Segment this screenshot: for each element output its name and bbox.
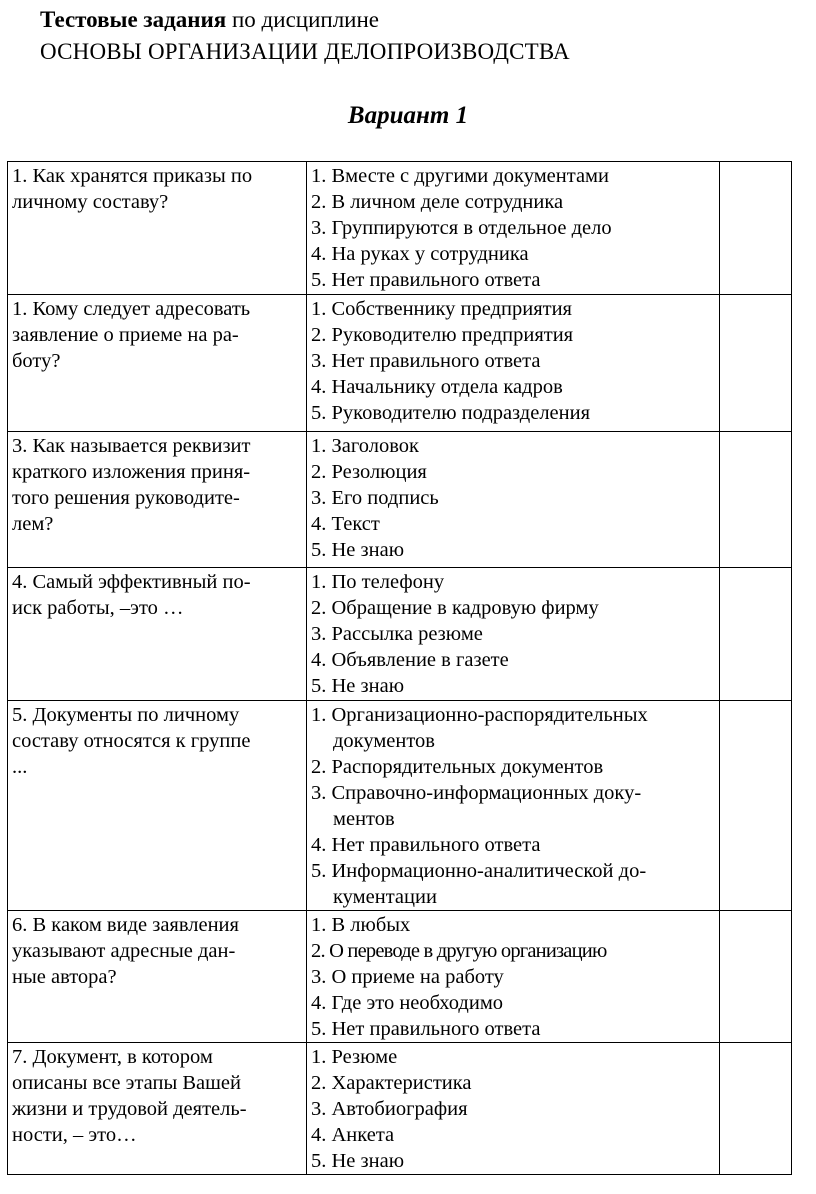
answer-option-continuation: ментов bbox=[333, 808, 395, 830]
table-row bbox=[8, 568, 792, 701]
answer-option: 1. В любых bbox=[311, 914, 411, 936]
question-line: 5. Документы по личному bbox=[12, 704, 240, 726]
question-line: боту? bbox=[12, 350, 61, 372]
question-line: 6. В каком виде заявления bbox=[12, 914, 239, 936]
question-line: описаны все этапы Вашей bbox=[12, 1072, 241, 1094]
answer-option: 5. Не знаю bbox=[311, 539, 405, 561]
test-table bbox=[7, 161, 792, 1175]
answer-option: 2. В личном деле сотрудника bbox=[311, 191, 564, 213]
answer-option: 3. Его подпись bbox=[311, 487, 439, 509]
answer-blank-cell bbox=[720, 432, 792, 568]
answer-option: 1. Собственнику предприятия bbox=[311, 298, 572, 320]
document-header bbox=[40, 6, 570, 66]
answer-options-cell bbox=[307, 1043, 720, 1175]
question-line: составу относятся к группе bbox=[12, 730, 251, 752]
answer-option: 4. Объявление в газете bbox=[311, 649, 509, 671]
answer-option: 2. Распорядительных документов bbox=[311, 756, 604, 778]
question-cell bbox=[8, 162, 307, 295]
title-line bbox=[40, 6, 570, 34]
answer-blank-cell bbox=[720, 701, 792, 911]
answer-options-cell bbox=[307, 568, 720, 701]
answer-option: 3. О приеме на работу bbox=[311, 966, 504, 988]
answer-option: 4. Нет правильного ответа bbox=[311, 834, 541, 856]
answer-option: 1. Организационно-распорядительных bbox=[311, 704, 648, 726]
title-bold: Тестовые задания bbox=[40, 7, 227, 32]
answer-blank-cell bbox=[720, 568, 792, 701]
question-line: 4. Самый эффективный по- bbox=[12, 571, 251, 593]
question-line: краткого изложения приня- bbox=[12, 461, 251, 483]
answer-blank-cell bbox=[720, 295, 792, 432]
question-cell bbox=[8, 1043, 307, 1175]
answer-options-cell bbox=[307, 295, 720, 432]
answer-blank-cell bbox=[720, 1043, 792, 1175]
subject-title: ОСНОВЫ ОРГАНИЗАЦИИ ДЕЛОПРОИЗВОДСТВА bbox=[40, 39, 570, 64]
question-line: 7. Документ, в котором bbox=[12, 1046, 213, 1068]
table-row bbox=[8, 1043, 792, 1175]
question-cell bbox=[8, 568, 307, 701]
answer-options-cell bbox=[307, 911, 720, 1043]
answer-option: 1. Резюме bbox=[311, 1046, 398, 1068]
answer-option: 4. Текст bbox=[311, 513, 380, 535]
answer-option: 3. Рассылка резюме bbox=[311, 623, 483, 645]
question-line: 1. Кому следует адресовать bbox=[12, 298, 251, 320]
answer-option: 1. Вместе с другими документами bbox=[311, 165, 609, 187]
question-line: иск работы, –это … bbox=[12, 597, 184, 619]
answer-option: 5. Нет правильного ответа bbox=[311, 269, 541, 291]
answer-option: 4. Где это необходимо bbox=[311, 992, 504, 1014]
table-row bbox=[8, 162, 792, 295]
answer-option: 5. Нет правильного ответа bbox=[311, 1018, 541, 1040]
answer-options-cell bbox=[307, 701, 720, 911]
answer-option: 3. Группируются в отдельное дело bbox=[311, 217, 612, 239]
answer-options-cell bbox=[307, 432, 720, 568]
answer-option: 2. Руководителю предприятия bbox=[311, 324, 574, 346]
answer-option: 3. Нет правильного ответа bbox=[311, 350, 541, 372]
answer-option: 2. Резолюция bbox=[311, 461, 427, 483]
answer-option: 2. О переводе в другую организацию bbox=[311, 940, 607, 962]
question-line: жизни и трудовой деятель- bbox=[12, 1098, 247, 1120]
question-line: ... bbox=[12, 756, 28, 778]
answer-option-continuation: кументации bbox=[333, 886, 437, 908]
question-line: 3. Как называется реквизит bbox=[12, 435, 251, 457]
answer-options-cell bbox=[307, 162, 720, 295]
title-rest: по дисциплине bbox=[232, 7, 380, 32]
question-line: ные автора? bbox=[12, 966, 117, 988]
question-line: того решения руководите- bbox=[12, 487, 240, 509]
question-line: ности, – это… bbox=[12, 1124, 137, 1146]
variant-heading: Вариант 1 bbox=[347, 102, 469, 129]
answer-option: 3. Автобиография bbox=[311, 1098, 468, 1120]
table-row bbox=[8, 295, 792, 432]
answer-option: 3. Справочно-информационных доку- bbox=[311, 782, 642, 804]
answer-option: 2. Обращение в кадровую фирму bbox=[311, 597, 599, 619]
answer-blank-cell bbox=[720, 162, 792, 295]
question-cell bbox=[8, 911, 307, 1043]
question-cell bbox=[8, 701, 307, 911]
answer-option-continuation: документов bbox=[333, 730, 435, 752]
answer-option: 5. Руководителю подразделения bbox=[311, 402, 591, 424]
answer-option: 4. На руках у сотрудника bbox=[311, 243, 529, 265]
answer-option: 4. Анкета bbox=[311, 1124, 395, 1146]
question-cell bbox=[8, 432, 307, 568]
answer-option: 1. По телефону bbox=[311, 571, 445, 593]
answer-option: 1. Заголовок bbox=[311, 435, 419, 457]
answer-option: 5. Не знаю bbox=[311, 1150, 405, 1172]
question-cell bbox=[8, 295, 307, 432]
answer-option: 4. Начальнику отдела кадров bbox=[311, 376, 563, 398]
table-row bbox=[8, 432, 792, 568]
answer-option: 5. Не знаю bbox=[311, 675, 405, 697]
question-line: личному составу? bbox=[12, 191, 169, 213]
answer-blank-cell bbox=[720, 911, 792, 1043]
answer-option: 5. Информационно-аналитической до- bbox=[311, 860, 647, 882]
question-line: указывают адресные дан- bbox=[12, 940, 236, 962]
question-line: лем? bbox=[12, 513, 54, 535]
table-row bbox=[8, 701, 792, 911]
table-row bbox=[8, 911, 792, 1043]
question-line: заявление о приеме на ра- bbox=[12, 324, 239, 346]
answer-option: 2. Характеристика bbox=[311, 1072, 472, 1094]
question-line: 1. Как хранятся приказы по bbox=[12, 165, 253, 187]
